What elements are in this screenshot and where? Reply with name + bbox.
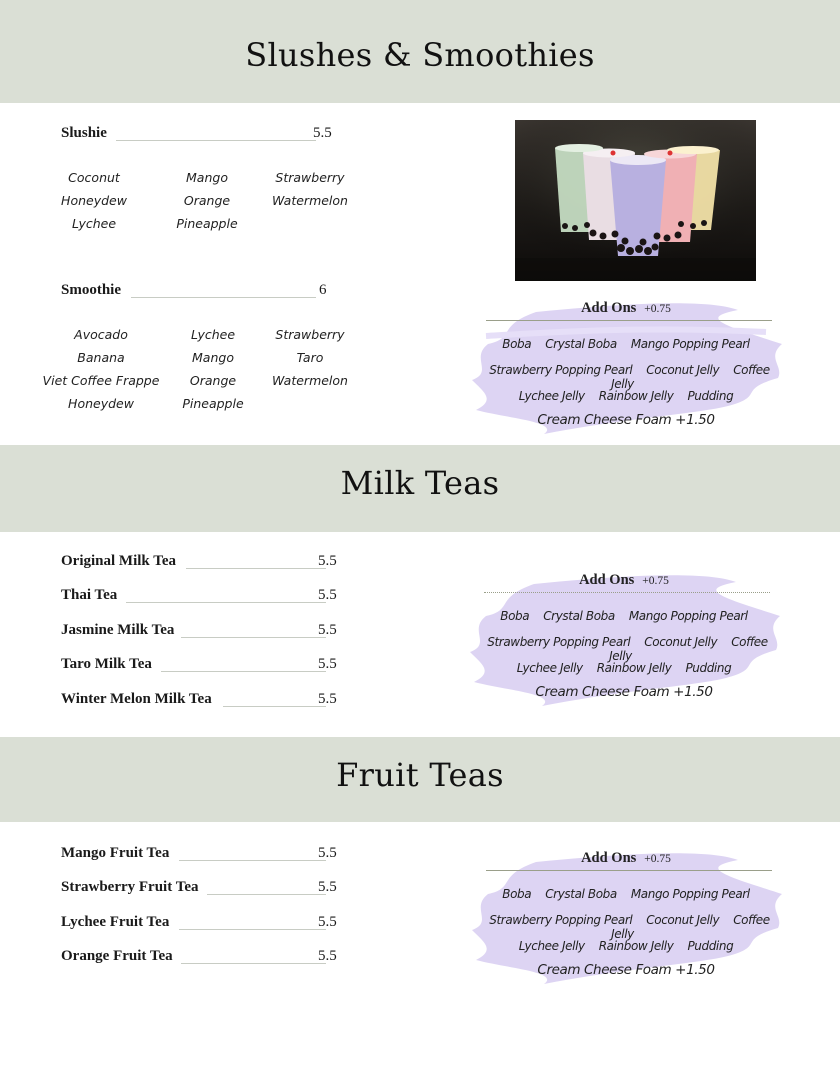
addons-label: Add Ons [581,300,637,316]
addons-line [464,609,784,623]
addon: Crystal Boba [543,609,615,623]
flavor-column [265,323,355,392]
addon: Strawberry Popping Pearl [487,635,631,649]
addons-line [466,389,786,403]
menu-item [61,914,341,934]
addons-panel-slushes [466,296,786,446]
flavor: Watermelon [272,373,348,388]
addons-price: +0.75 [644,853,671,865]
menu-item [61,622,341,642]
item-price: 5.5 [318,914,337,930]
addons-divider [484,592,770,593]
section-title: Slushes & Smoothies [245,36,595,74]
addons-panel-milk-teas [464,568,784,718]
menu-item-smoothie [61,282,336,302]
addon: Mango Popping Pearl [628,609,748,623]
addons-foam: Cream Cheese Foam +1.50 [537,962,715,978]
dotted-leader [223,706,326,707]
addons-line [466,337,786,351]
addons-title [466,300,786,317]
menu-item [61,656,341,676]
item-price: 5.5 [318,948,337,964]
addon: Coffee Jelly [611,363,770,391]
flavor: Orange [183,193,231,208]
flavor: Watermelon [272,193,348,208]
addon: Mango Popping Pearl [630,887,750,901]
addon: Rainbow Jelly [598,389,674,403]
menu-item [61,845,341,865]
item-label: Jasmine Milk Tea [61,622,175,638]
addon: Pudding [685,661,732,675]
flavor: Taro [296,350,324,365]
flavor: Strawberry [275,327,345,342]
item-label: Taro Milk Tea [61,656,152,672]
addon: Boba [502,887,532,901]
addon: Coconut Jelly [644,635,718,649]
menu-item [61,587,341,607]
menu-item [61,553,341,573]
addon: Lychee Jelly [516,661,583,675]
addon: Lychee Jelly [518,389,585,403]
addon: Lychee Jelly [518,939,585,953]
menu-item-slushie [61,125,336,145]
section-title: Milk Teas [340,464,500,502]
flavor-column [173,323,253,415]
item-price: 5.5 [318,845,337,861]
addons-price: +0.75 [642,575,669,587]
item-label: Mango Fruit Tea [61,845,170,861]
addons-label: Add Ons [579,572,635,588]
menu-item [61,948,341,968]
bubble-tea-photo [515,120,756,281]
flavor-column [40,323,162,415]
dotted-leader [161,671,326,672]
flavor-column [265,166,355,212]
dotted-leader [207,894,326,895]
dotted-leader [126,602,326,603]
addons-line [466,913,786,941]
addons-line [466,939,786,953]
item-label: Strawberry Fruit Tea [61,879,199,895]
addon: Strawberry Popping Pearl [489,913,633,927]
menu-item [61,879,341,899]
item-label: Smoothie [61,282,121,298]
addons-label: Add Ons [581,850,637,866]
addons-panel-fruit-teas [466,846,786,996]
item-price: 5.5 [318,691,337,707]
flavor: Pineapple [182,396,244,411]
flavor: Banana [77,350,125,365]
dotted-leader [181,963,326,964]
addons-foam: Cream Cheese Foam +1.50 [535,684,713,700]
dotted-leader [131,297,316,298]
addon: Boba [500,609,530,623]
addons-price: +0.75 [644,303,671,315]
addon: Rainbow Jelly [598,939,674,953]
flavor: Honeydew [61,193,127,208]
addons-foam: Cream Cheese Foam +1.50 [537,412,715,428]
item-price: 5.5 [318,656,337,672]
menu-item [61,691,341,711]
item-price: 5.5 [318,879,337,895]
section-header-slushes [0,0,840,103]
section-title: Fruit Teas [336,756,504,794]
item-label: Winter Melon Milk Tea [61,691,212,707]
item-price: 5.5 [318,587,337,603]
item-label: Orange Fruit Tea [61,948,173,964]
addon: Rainbow Jelly [596,661,672,675]
dotted-leader [181,637,326,638]
flavor: Orange [189,373,237,388]
flavor: Honeydew [68,396,134,411]
item-price: 5.5 [318,622,337,638]
addon: Coffee Jelly [609,635,768,663]
addons-title [464,572,784,589]
item-label: Slushie [61,125,107,141]
addon: Coffee Jelly [611,913,770,941]
addon: Crystal Boba [545,887,617,901]
dotted-leader [179,860,326,861]
addon: Pudding [687,939,734,953]
addons-line [466,363,786,391]
flavor: Coconut [68,170,120,185]
flavor: Mango [192,350,234,365]
addon: Boba [502,337,532,351]
flavor: Pineapple [176,216,238,231]
item-price: 5.5 [318,553,337,569]
item-label: Original Milk Tea [61,553,177,569]
item-label: Thai Tea [61,587,118,603]
dotted-leader [179,929,326,930]
addons-line [464,635,784,663]
flavor-column [54,166,134,235]
flavor: Lychee [71,216,117,231]
addon: Crystal Boba [545,337,617,351]
flavor: Avocado [74,327,128,342]
section-header-milk-teas [0,445,840,532]
dotted-leader [186,568,326,569]
addons-divider [486,870,772,871]
item-label: Lychee Fruit Tea [61,914,170,930]
addons-title [466,850,786,867]
item-price: 6 [319,282,327,298]
addon: Coconut Jelly [646,913,720,927]
item-price: 5.5 [313,125,332,141]
addons-line [466,887,786,901]
dotted-leader [116,140,316,141]
purple-cup [610,160,666,256]
flavor: Strawberry [275,170,345,185]
section-header-fruit-teas [0,737,840,822]
flavor: Lychee [190,327,236,342]
addon: Mango Popping Pearl [630,337,750,351]
flavor: Mango [186,170,228,185]
addons-divider [486,320,772,321]
addon: Pudding [687,389,734,403]
flavor: Viet Coffee Frappe [42,373,160,388]
addon: Strawberry Popping Pearl [489,363,633,377]
addon: Coconut Jelly [646,363,720,377]
flavor-column [167,166,247,235]
addons-line [464,661,784,675]
